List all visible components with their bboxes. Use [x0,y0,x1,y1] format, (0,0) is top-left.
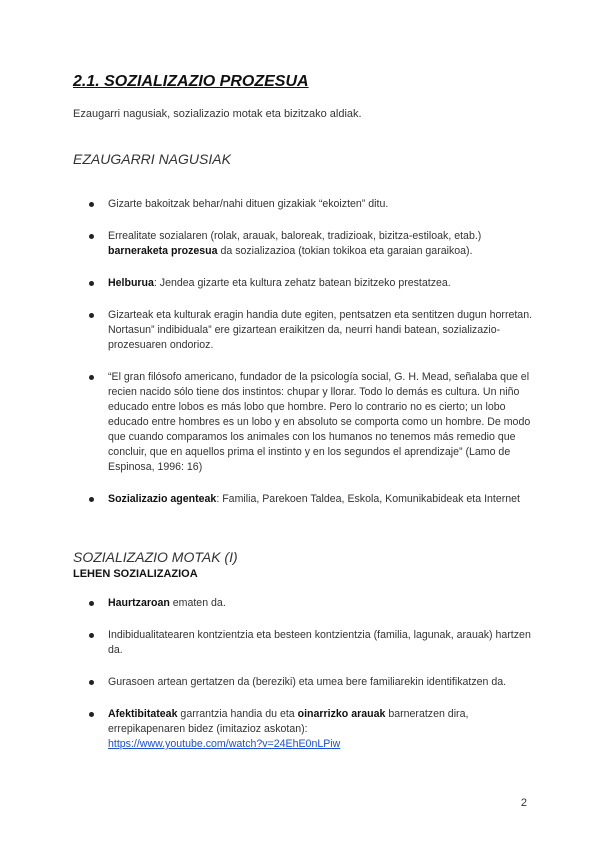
item-text: Indibidualitatearen kontzientzia eta besteen kontzientzia (familia, lagunak, arauak) hartzen da. [108,629,531,656]
list-item [108,370,538,475]
bullet-icon [89,680,94,685]
youtube-link[interactable]: https://www.youtube.com/watch?v=24EhE0nLPiw [108,738,341,750]
item-bold-text: Sozializazio agenteak [108,493,217,505]
bullet-icon [89,375,94,380]
item-bold-text: Helburua [108,277,154,289]
bullet-icon [89,497,94,502]
item-text: Gizarte bakoitzak behar/nahi dituen gizakiak “ekoizten” ditu. [108,198,389,210]
list-item [108,675,538,690]
lehen-sozializazioa-list [108,596,538,752]
quote-text: “El gran filósofo americano, fundador de la psicología social, G. H. Mead, señalaba que el recien nacido sólo tiene dos instintos: chupar y llorar. Todo lo demás es cultura. Un niño educado entre lobos es más lobo que hombre. Pero lo contrario no es cierto; un lobo educado entre hombres es un lobo y en absoluto se comporta como un hombre. De modo que cuando comparamos los animales con los humanos no tenemos más remedio que concluir, que en aquellos prima el instinto y en los segundos el aprendizaje” (Lamo de Espinosa, 1996: 16) [108,371,531,473]
bullet-icon [89,712,94,717]
item-text: barneratzen dira, errepikapenaren bidez (imitazioz askotan): [108,708,469,735]
item-text: : Familia, Parekoen Taldea, Eskola, Komunikabideak eta Internet [216,493,520,505]
section-heading-ezaugarriak: EZAUGARRI NAGUSIAK [73,151,231,167]
bullet-icon [89,234,94,239]
item-text: : Jendea gizarte eta kultura zehatz batean bizitzeko prestatzea. [153,277,451,289]
bullet-icon [89,202,94,207]
list-item [108,308,538,353]
list-item [108,596,538,611]
section-heading-sozializazio-motak: SOZIALIZAZIO MOTAK (I) [73,549,238,565]
bullet-icon [89,313,94,318]
item-text: garrantzia handia du eta [177,708,298,720]
subsection-heading-lehen: LEHEN SOZIALIZAZIOA [73,568,198,580]
item-text: ematen da. [169,597,226,609]
bullet-icon [89,601,94,606]
list-item [108,628,538,658]
item-text: da sozializazioa (tokian tokikoa eta garaian garaikoa). [217,245,473,257]
page-subtitle: Ezaugarri nagusiak, sozializazio motak eta bizitzako aldiak. [73,108,362,120]
ezaugarriak-list [108,197,538,507]
item-bold-text: oinarrizko arauak [297,708,386,720]
list-item [108,492,538,507]
bullet-icon [89,281,94,286]
list-item [108,197,538,212]
item-bold-text: Haurtzaroan [108,597,170,609]
item-text: Errealitate sozialaren (rolak, arauak, baloreak, tradizioak, bizitza-estiloak, etab.) [108,230,482,242]
item-text: Gizarteak eta kulturak eragin handia dute egiten, pentsatzen eta sentitzen dugun horretan. Nortasun” indibiduala” ere gizartean eraikitzen da, neurri handi batean, sozializazio-prozesuaren ondorioz. [108,309,533,351]
bullet-icon [89,633,94,638]
item-bold-text: Afektibitateak [108,708,178,720]
item-text: Gurasoen artean gertatzen da (bereziki) eta umea bere familiarekin identifikatzen da. [108,676,507,688]
page-number: 2 [520,797,527,809]
list-item [108,707,538,752]
list-item [108,229,538,259]
list-item [108,276,538,291]
item-bold-text: barneraketa prozesua [108,245,218,257]
page-title: 2.1. SOZIALIZAZIO PROZESUA [73,73,309,90]
